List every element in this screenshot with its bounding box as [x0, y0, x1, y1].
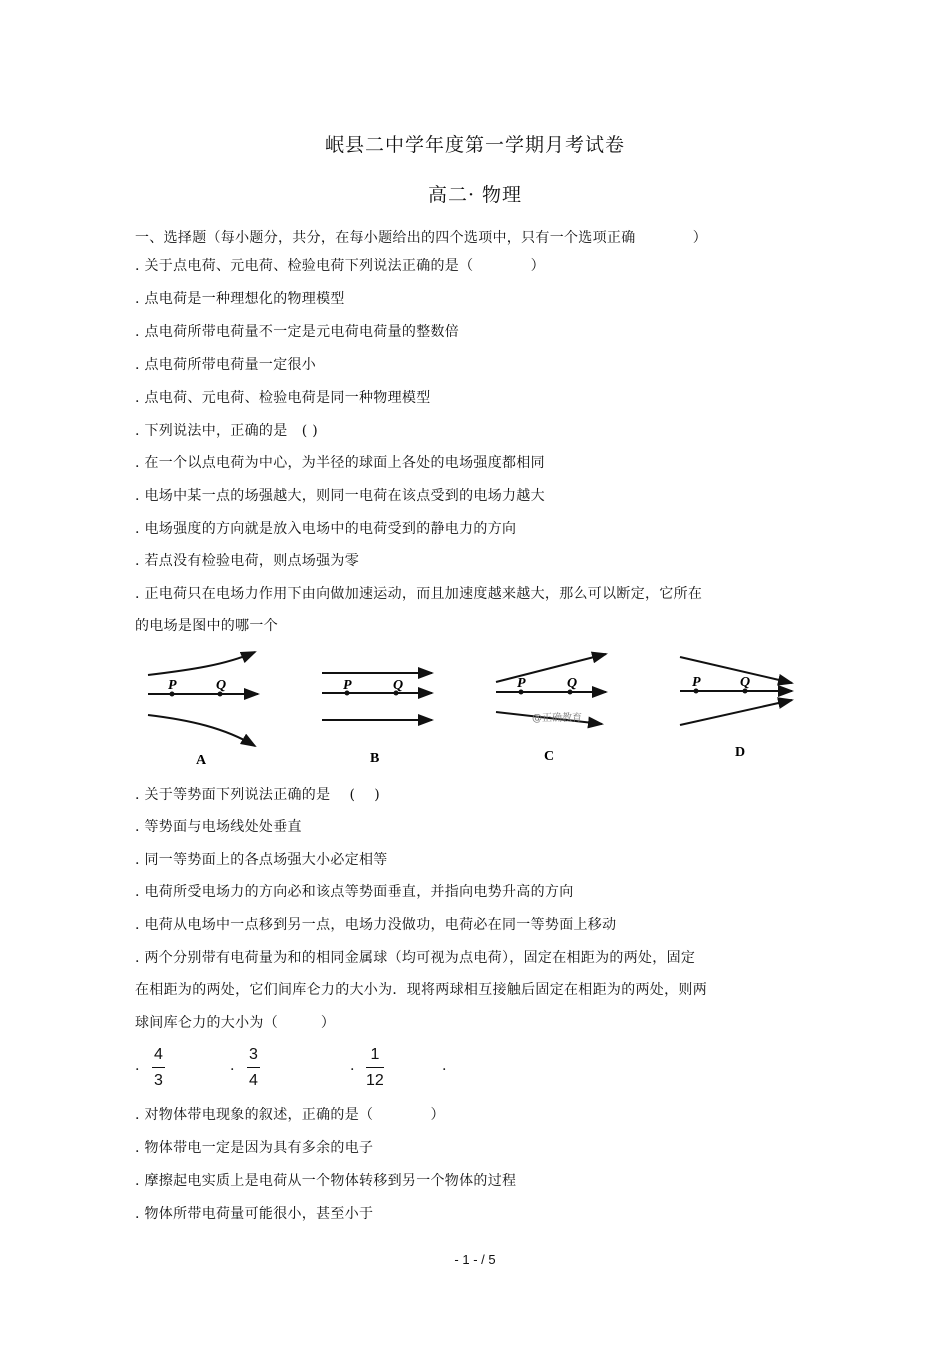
label-p: P: [168, 678, 177, 693]
q4-option-a: . 等势面与电场线处处垂直: [135, 819, 302, 835]
q1-option-a: . 点电荷是一种理想化的物理模型: [135, 291, 345, 307]
q4-option-d: . 电荷从电场中一点移到另一点，电场力没做功，电荷必在同一等势面上移动: [135, 917, 617, 933]
q5-option-d-marker: .: [442, 1058, 447, 1074]
document-subtitle: 高二· 物理: [427, 184, 523, 206]
label-q: Q: [567, 676, 578, 691]
label-q: Q: [216, 678, 227, 693]
q2-option-c: . 电场强度的方向就是放入电场中的电荷受到的静电力的方向: [135, 521, 517, 537]
label-c: C: [544, 749, 555, 764]
q5-option-a-fraction: [152, 1046, 165, 1090]
q1-option-c: . 点电荷所带电荷量一定很小: [135, 357, 317, 373]
question-5-cont-1: 在相距为的两处，它们间库仑力的大小为．现将两球相互接触后固定在相距为的两处，则两: [135, 982, 707, 998]
q6-option-b: . 摩擦起电实质上是电荷从一个物体转移到另一个物体的过程: [135, 1173, 517, 1189]
question-1: . 关于点电荷、元电荷、检验电荷下列说法正确的是（ ）: [135, 258, 545, 274]
q2-option-a: . 在一个以点电荷为中心，为半径的球面上各处的电场强度都相同: [135, 455, 545, 471]
watermark: @正确教育: [532, 713, 582, 724]
diagram-d: [680, 657, 792, 760]
fraction-bar: [366, 1067, 384, 1068]
fraction-bar: [152, 1067, 165, 1068]
question-5-cont-2: 球间库仑力的大小为（ ）: [135, 1015, 336, 1031]
q1-option-d: . 点电荷、元电荷、检验电荷是同一种物理模型: [135, 390, 431, 406]
q5-option-c-marker: .: [350, 1058, 355, 1074]
diagram-c: [496, 654, 606, 764]
question-6: . 对物体带电现象的叙述，正确的是（ ）: [135, 1107, 445, 1123]
diagram-a: [148, 652, 258, 768]
q5-option-c-fraction: [366, 1046, 384, 1090]
fraction-bar: [247, 1067, 260, 1068]
denominator: 3: [154, 1072, 163, 1089]
label-d: D: [735, 745, 746, 760]
q4-option-b: . 同一等势面上的各点场强大小必定相等: [135, 852, 388, 868]
label-q: Q: [740, 675, 751, 690]
q5-option-b-fraction: [247, 1046, 260, 1090]
denominator: 12: [366, 1072, 384, 1089]
label-p: P: [692, 675, 701, 690]
denominator: 4: [249, 1072, 258, 1089]
label-p: P: [517, 676, 526, 691]
numerator: 3: [249, 1046, 258, 1063]
numerator: 4: [154, 1046, 163, 1063]
q6-option-a: . 物体带电一定是因为具有多余的电子: [135, 1140, 374, 1156]
question-3: . 正电荷只在电场力作用下由向做加速运动，而且加速度越来越大，那么可以断定，它所在: [135, 586, 703, 602]
q2-option-d: . 若点没有检验电荷，则点场强为零: [135, 553, 359, 569]
section-heading: 一、选择题（每小题分，共分，在每小题给出的四个选项中，只有一个选项正确 ）: [135, 230, 707, 246]
question-5: . 两个分别带有电荷量为和的相同金属球（均可视为点电荷），固定在相距为的两处，固定: [135, 950, 696, 966]
q1-option-b: . 点电荷所带电荷量不一定是元电荷电荷量的整数倍: [135, 324, 460, 340]
label-p: P: [343, 678, 352, 693]
q6-option-c: . 物体所带电荷量可能很小，甚至小于: [135, 1206, 374, 1222]
diagram-b: [322, 673, 432, 766]
q5-option-b-marker: .: [230, 1058, 235, 1074]
question-4: . 关于等势面下列说法正确的是 ( ): [135, 787, 381, 803]
page-number: - 1 - / 5: [454, 1252, 496, 1267]
document-title: 岷县二中学年度第一学期月考试卷: [324, 134, 625, 156]
question-3-cont: 的电场是图中的哪一个: [135, 618, 278, 634]
label-a: A: [196, 753, 207, 768]
label-b: B: [370, 751, 380, 766]
q4-option-c: . 电荷所受电场力的方向必和该点等势面垂直，并指向电势升高的方向: [135, 884, 574, 900]
label-q: Q: [393, 678, 404, 693]
q2-option-b: . 电场中某一点的场强越大，则同一电荷在该点受到的电场力越大: [135, 488, 545, 504]
numerator: 1: [370, 1046, 380, 1063]
question-2: . 下列说法中，正确的是 ( ): [135, 423, 319, 439]
q5-option-a-marker: .: [135, 1058, 140, 1074]
field-lines-figure: [140, 640, 800, 775]
